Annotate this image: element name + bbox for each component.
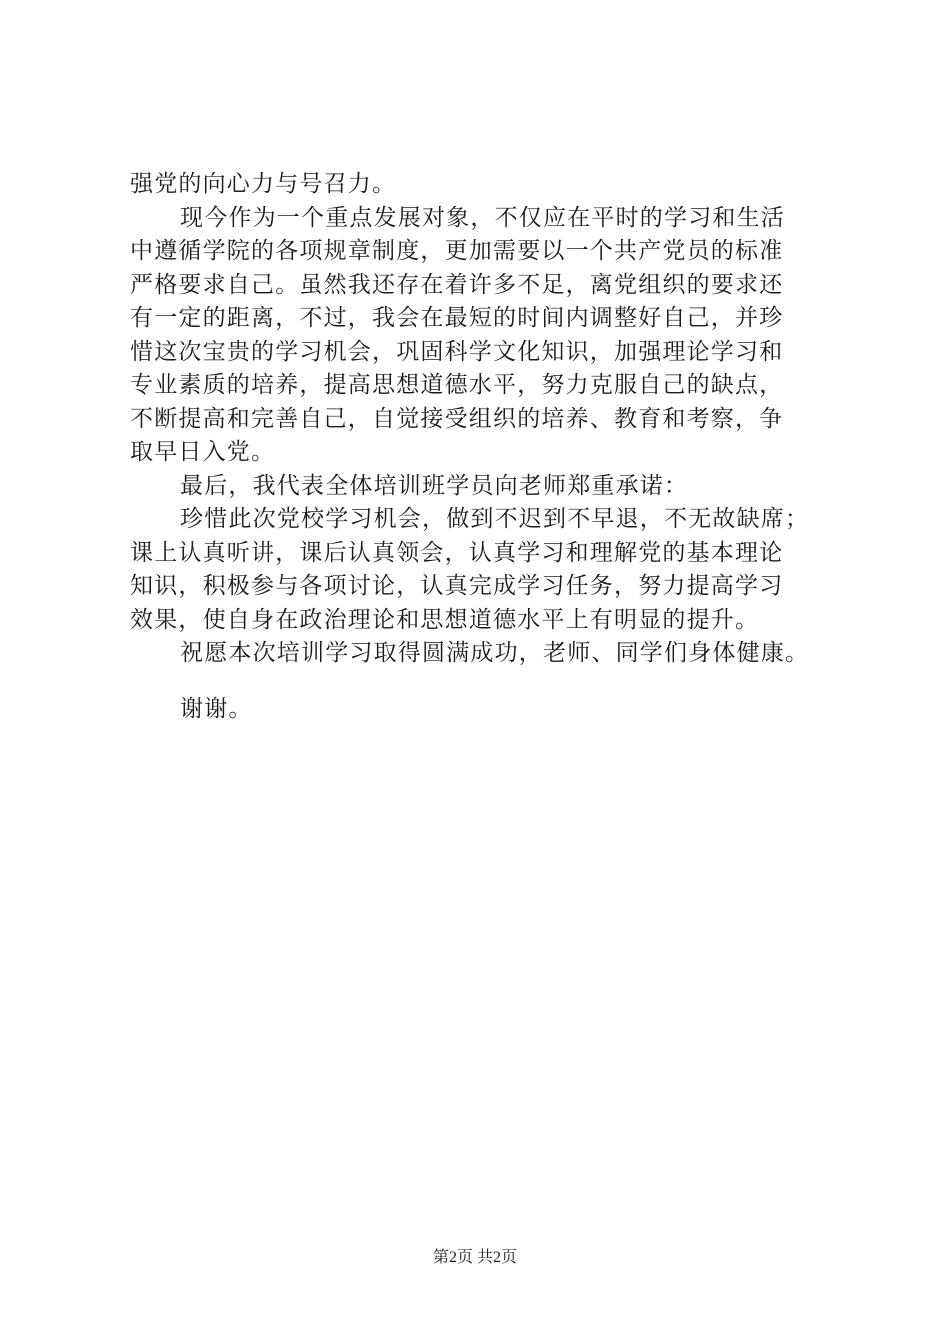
paragraph-start-line: 最后，我代表全体培训班学员向老师郑重承诺： (180, 472, 689, 499)
text-line: 不断提高和完善自己，自觉接受组织的培养、教育和考察，争 (130, 405, 784, 432)
text-line: 专业素质的培养，提高思想道德水平，努力克服自己的缺点， (130, 372, 784, 398)
document-body (130, 168, 846, 726)
text-line: 惜这次宝贵的学习机会，巩固科学文化知识，加强理论学习和 (130, 338, 784, 365)
paragraph-start-line: 珍惜此次党校学习机会，做到不迟到不早退，不无故缺席； (180, 506, 810, 532)
text-line: 有一定的距离，不过，我会在最短的时间内调整好自己，并珍 (130, 305, 784, 331)
text-line: 效果，使自身在政治理论和思想道德水平上有明显的提升。 (130, 606, 760, 633)
blank-line (130, 671, 846, 693)
text-line: 课上认真听讲，课后认真领会，认真学习和理解党的基本理论 (130, 539, 784, 566)
text-line: 强党的向心力与号召力。 (130, 171, 397, 197)
text-line: 知识，积极参与各项讨论，认真完成学习任务，努力提高学习 (130, 573, 784, 599)
paragraph-start-line: 祝愿本次培训学习取得圆满成功，老师、同学们身体健康。 (180, 640, 810, 666)
paragraph-start-line: 现今作为一个重点发展对象，不仅应在平时的学习和生活 (180, 204, 785, 231)
closing-line: 谢谢。 (180, 695, 253, 722)
page-number-footer: 第2页 共2页 (432, 1249, 517, 1266)
text-line: 严格要求自己。虽然我还存在着许多不足，离党组织的要求还 (130, 271, 784, 298)
text-line: 中遵循学院的各项规章制度，更加需要以一个共产党员的标准 (130, 238, 784, 264)
text-line: 取早日入党。 (130, 439, 276, 465)
